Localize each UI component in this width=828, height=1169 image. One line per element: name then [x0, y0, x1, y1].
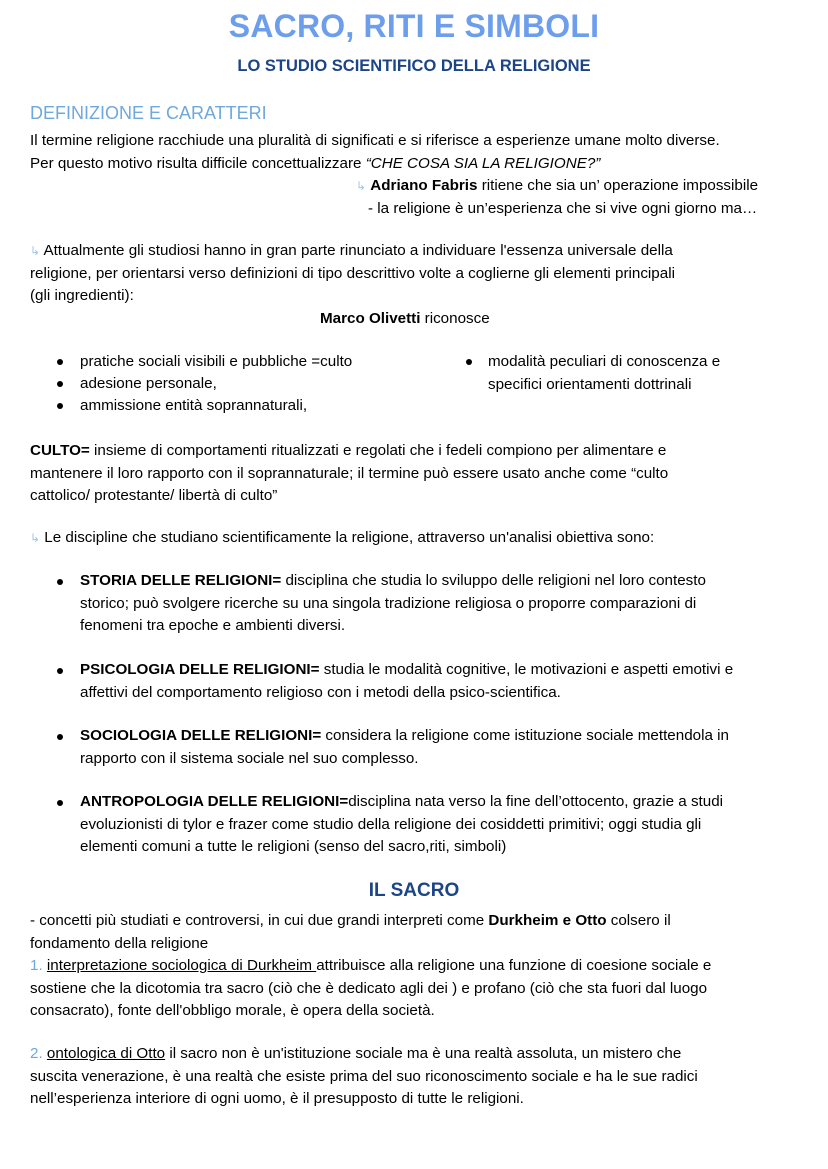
page-subtitle: LO STUDIO SCIENTIFICO DELLA RELIGIONE [237, 57, 591, 75]
bullet-icon [57, 381, 63, 387]
subdirectory-arrow-icon: ↳ [356, 179, 367, 193]
olivetti-line: Marco Olivetti riconosce [320, 310, 490, 327]
paragraph-discipline-intro: ↳ Le discipline che studiano scientificamente la religione, attraverso un'analisi obiettiva sono: [30, 529, 655, 546]
fabris-note: ↳ Adriano Fabris ritiene che sia un’ operazione impossibile [356, 177, 759, 194]
list-item: adesione personale, [80, 375, 217, 392]
bullet-icon [57, 359, 63, 365]
page-title: SACRO, RITI E SIMBOLI [228, 8, 600, 44]
list-item: pratiche sociali visibili e pubbliche =culto [80, 353, 353, 370]
otto-link: ontologica di Otto [46, 1045, 166, 1062]
paragraph-intro: Il termine religione racchiude una pluralità di significati e si riferisce a esperienze umane molto diverse. Per questo motivo risulta difficile concettualizzare “CHE COSA SIA LA RELIGIONE?” [30, 132, 720, 172]
list-item: ammissione entità soprannaturali, [80, 397, 308, 414]
paragraph-sacro-intro: - concetti più studiati e controversi, in cui due grandi interpreti come Durkheim e Otto colsero il fondamento della religione 1. interpretazione sociologica di Durkheim attribuisce alla religione una funzione di coesione sociale e sostiene che la dicotomia tra sacro (ciò che è dedicato agli dei ) e profano (ciò che sta fuori dal luogo consacrato), fonte dell'obbligo morale, è opera della società. [30, 912, 712, 1019]
paragraph-culto: CULTO= insieme di comportamenti ritualizzati e regolati che i fedeli compiono per alimentare e mantenere il loro rapporto con il soprannaturale; il termine può essere usato anche come “culto cattolico/ protestante/ libertà di culto” [30, 442, 669, 504]
bullet-icon [57, 668, 63, 674]
section-heading-definizione: DEFINIZIONE E CARATTERI [30, 103, 267, 123]
discipline-sociologia: SOCIOLOGIA DELLE RELIGIONI= considera la religione come istituzione sociale mettendola in rapporto con il sistema sociale nel suo complesso. [80, 727, 729, 767]
section-heading-sacro: IL SACRO [368, 880, 460, 901]
subdirectory-arrow-icon: ↳ [30, 244, 41, 258]
paragraph-studiosi: ↳ Attualmente gli studiosi hanno in gran parte rinunciato a individuare l'essenza universale della religione, per orientarsi verso definizioni di tipo descrittivo volte a coglierne gli elementi principali (gli ingredienti): [30, 242, 675, 304]
bullet-icon [57, 403, 63, 409]
discipline-antropologia: ANTROPOLOGIA DELLE RELIGIONI=disciplina nata verso la fine dell’ottocento, grazie a studi evoluzionisti di tylor e frazer come studio della religione dei cosiddetti primitivi; oggi studia gli elementi comuni a tutte le religioni (senso del sacro,riti, simboli) [80, 793, 724, 855]
list-item-right: modalità peculiari di conoscenza e specifici orientamenti dottrinali [488, 353, 721, 393]
durkheim-link: interpretazione sociologica di Durkheim [46, 957, 317, 974]
bullet-icon [466, 359, 472, 365]
bullet-icon [57, 579, 63, 585]
bullet-icon [57, 800, 63, 806]
discipline-storia: STORIA DELLE RELIGIONI= disciplina che studia lo sviluppo delle religioni nel loro contesto storico; può svolgere ricerche su una singola tradizione religiosa o proporre comparazioni di fenomeni tra epoche e ambienti diversi. [80, 572, 706, 634]
subdirectory-arrow-icon: ↳ [30, 531, 41, 545]
bullet-icon [57, 734, 63, 740]
discipline-psicologia: PSICOLOGIA DELLE RELIGIONI= studia le modalità cognitive, le motivazioni e aspetti emotivi e affettivi del comportamento religioso con i metodi della psico-scientifica. [80, 661, 734, 701]
paragraph-otto: 2. ontologica di Otto il sacro non è un'istituzione sociale ma è una realtà assoluta, un mistero che suscita venerazione, è una realtà che esiste prima del suo riconoscimento sociale e ha le sue radici nell’esperienza interiore di ogni uomo, è il presupposto di tutte le religioni. [30, 1045, 698, 1107]
question-text: “CHE COSA SIA LA RELIGIONE?” [365, 154, 601, 172]
fabris-note-line2: - la religione è un’esperienza che si vive ogni giorno ma… [368, 200, 758, 217]
